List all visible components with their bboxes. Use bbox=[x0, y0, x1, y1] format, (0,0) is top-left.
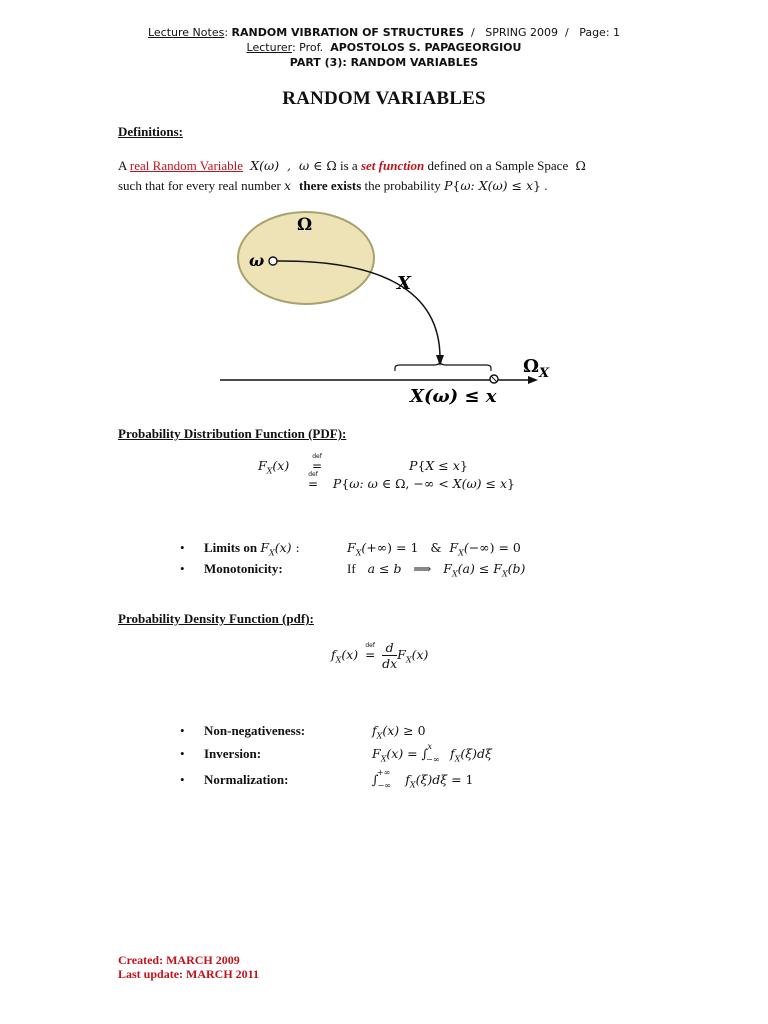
monotonicity-formula: If a ≤ b ⟹ $F_X(a) \le F_X(b)$ bbox=[347, 561, 526, 579]
header-line-2: Lecturer: Prof. APOSTOLOS S. PAPAGEORGIOU bbox=[246, 41, 522, 54]
pdf-heading: Probability Distribution Function (PDF): bbox=[118, 426, 347, 441]
mapping-diagram bbox=[0, 200, 768, 415]
normalization-formula: $\int_{-\infty}^{+\infty}$ $f_X(\xi)d\xi = 1$ bbox=[372, 768, 474, 790]
map-label: X bbox=[397, 273, 411, 294]
page-number: Page: 1 bbox=[579, 26, 621, 39]
axis-arrow bbox=[528, 376, 538, 384]
term: SPRING 2009 bbox=[485, 26, 558, 39]
omega-label: Ω bbox=[297, 215, 313, 235]
axis-label: $\Omega_X$ bbox=[523, 356, 550, 381]
limits-formula: $F_X(+\infty) = 1$ & $F_X(-\infty) = 0$ bbox=[347, 540, 521, 558]
bullet-monotonicity: • Monotonicity: bbox=[180, 561, 283, 576]
bullet-non-negativeness: • Non-negativeness: bbox=[180, 723, 306, 738]
point-marker bbox=[269, 257, 277, 265]
there-exists: there exists bbox=[299, 178, 362, 193]
header-line-1: Lecture Notes: RANDOM VIBRATION OF STRUCTURES / SPRING 2009 / Page: 1 bbox=[147, 26, 621, 39]
density-heading: Probability Density Function (pdf): bbox=[118, 611, 314, 626]
pdf-definition-line-1: $F_X(x)$ def = P{X ≤ x} bbox=[258, 453, 468, 476]
created-date: Created: MARCH 2009 bbox=[118, 953, 240, 967]
definition-line-1: A real Random Variable X(ω) , ω ∈ Ω is a set function defined on a Sample Space Ω bbox=[118, 158, 586, 173]
lecturer-label: Lecturer bbox=[246, 41, 292, 54]
bullet-normalization: • Normalization: bbox=[180, 772, 289, 787]
non-negativeness-formula: $f_X(x) \ge 0$ bbox=[372, 723, 426, 741]
brace bbox=[395, 361, 491, 371]
density-definition: $f_X(x)$ def = $\frac{d}{dx}$ $F_X(x)$ bbox=[331, 640, 429, 671]
definitions-heading: Definitions: bbox=[118, 124, 183, 139]
course-title: RANDOM VIBRATION OF STRUCTURES bbox=[231, 26, 465, 39]
term-set-function: set function bbox=[360, 158, 425, 173]
part-title: PART (3): RANDOM VARIABLES bbox=[289, 56, 479, 69]
page-title: RANDOM VARIABLES bbox=[282, 88, 486, 109]
lecturer-name: APOSTOLOS S. PAPAGEORGIOU bbox=[330, 41, 522, 54]
header-label: Lecture Notes bbox=[147, 26, 225, 39]
bottom-label: X(ω) ≤ x bbox=[410, 386, 497, 407]
term-random-variable: real Random Variable bbox=[129, 158, 244, 173]
inversion-formula: $F_X(x) = \int_{-\infty}^x$ $f_X(\xi)d\xi$ bbox=[372, 742, 492, 764]
point-label: ω bbox=[249, 251, 265, 270]
lecturer-prefix: Prof. bbox=[299, 41, 324, 54]
pdf-definition-line-2: def = P{ω: ω ∈ Ω, −∞ < X(ω) ≤ x} bbox=[307, 471, 515, 491]
header-line-3 bbox=[0, 56, 768, 69]
bullet-limits: • Limits on $F_X(x)$ : bbox=[180, 540, 300, 558]
bullet-inversion: • Inversion: bbox=[180, 746, 262, 761]
definition-line-2: such that for every real number x there exists the probability P{ω: X(ω) ≤ x} . bbox=[118, 178, 548, 193]
last-update-date: Last update: MARCH 2011 bbox=[118, 967, 260, 981]
